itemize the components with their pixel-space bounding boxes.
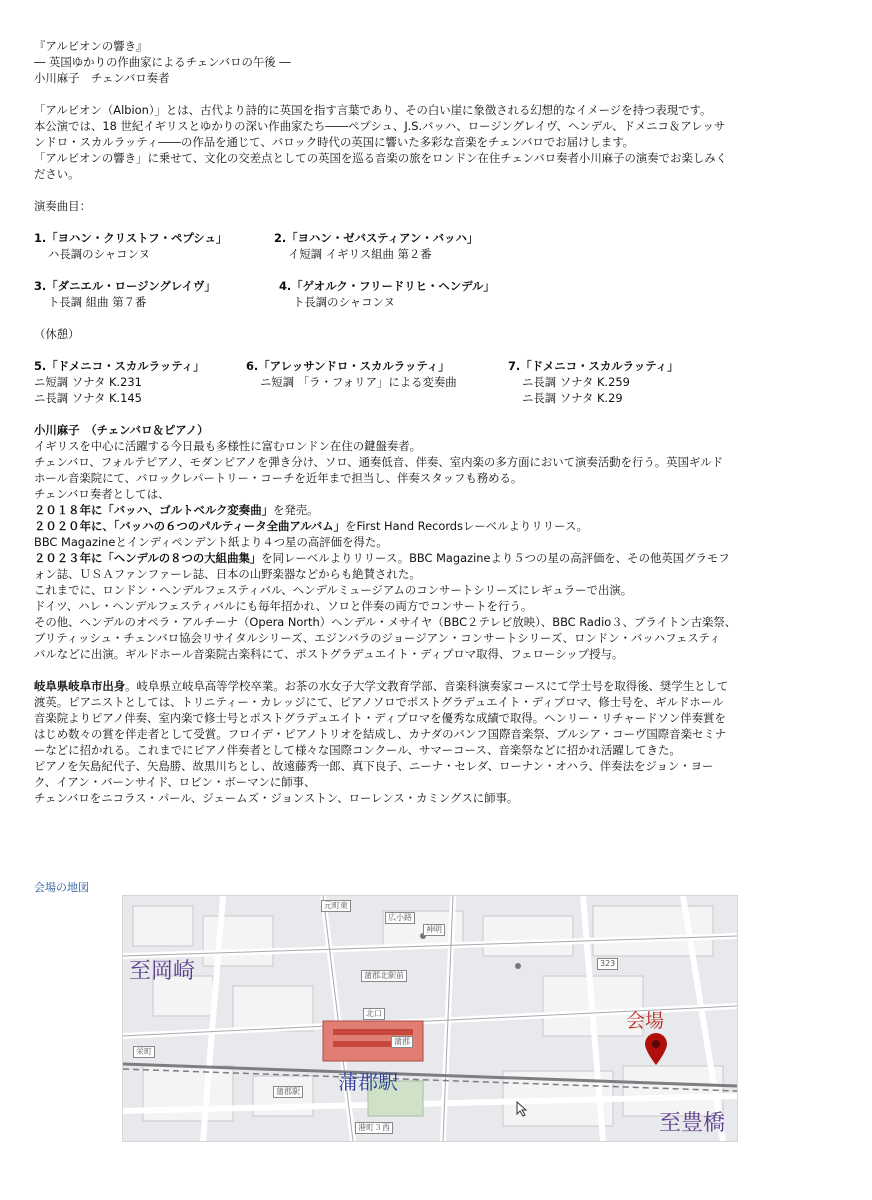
composer-name: 5.「ドメニコ・スカルラッティ」 (34, 359, 205, 373)
bio-line: チェンバロ奏者としては、 (34, 487, 170, 501)
intro-line: 「アルビオンの響き」に乗せて、文化の交差点としての英国を巡る音楽の旅をロンドン在住チェンバロ奏者小川麻子の演奏でお楽しみく (34, 151, 728, 165)
program-item (246, 358, 508, 406)
release-note: を同レーベルよりリリース。BBC Magazineより５つの星の高評価を、その他英国グラモフ (261, 551, 730, 565)
program-heading: 演奏曲目： (34, 199, 91, 213)
work-title: ニ長調 ソナタ K.29 (522, 391, 623, 405)
bio-line: ブリティッシュ・チェンバロ協会リサイタルシリーズ、エジンバラのジョージアン・コンサートシリーズ、ロンドン・バッハフェスティ (34, 631, 721, 645)
work-title: ニ短調 ソナタ K.231 (34, 375, 142, 389)
performer-line: 小川麻子 チェンバロ奏者 (34, 71, 170, 85)
birthplace: 岐阜県岐阜市出身 (34, 679, 126, 693)
intro-line: ンドロ・スカルラッティ――の作品を通じて、バロック時代の英国に響いた多彩な音楽をチェンバロでお届けします。 (34, 135, 635, 149)
map-place-label: 港町３西 (355, 1122, 393, 1134)
composer-name: 6.「アレッサンドロ・スカルラッティ」 (246, 359, 450, 373)
route-number-label: 323 (597, 958, 618, 970)
composer-name: 1.「ヨハン・クリストフ・ペプシュ」 (34, 231, 228, 245)
origin-section (34, 678, 844, 806)
work-title: ニ長調 ソナタ K.259 (522, 375, 630, 389)
bio-line: その他、ヘンデルのオペラ・アルチーナ（Opera North）ヘンデル・メサイヤ（BBC２テレビ放映）、BBC Radio３、ブライトン古楽祭、 (34, 615, 737, 629)
work-title: イ短調 イギリス組曲 第２番 (288, 247, 432, 261)
work-title: ニ短調 「ラ・フォリア」による変奏曲 (260, 375, 457, 389)
work-title: ト長調 組曲 第７番 (48, 295, 147, 309)
origin-line: 渡英。ピアニストとしては、トリニティー・カレッジにて、ピアノソロでポストグラデュエイト・ディプロマ、修士号を、ギルドホール (34, 695, 724, 709)
origin-line: ーなどに招かれる。これまでにピアノ伴奏者として様々な国際コンクール、サマーコース、音楽祭などに招かれ活躍してきた。 (34, 743, 681, 757)
intro-line: ださい。 (34, 167, 80, 181)
event-title: 『アルビオンの響き』 (34, 39, 148, 53)
program-item (274, 230, 478, 262)
bio-line: これまでに、ロンドン・ヘンデルフェスティバル、ヘンデルミュージアムのコンサートシリーズにレギュラーで出演。 (34, 583, 633, 597)
program-item (34, 358, 246, 406)
map-place-label: 北口 (363, 1008, 385, 1020)
release-note: をFirst Hand Recordsレーベルよりリリース。 (345, 519, 589, 533)
release-2018 (34, 502, 844, 518)
bio-section (34, 422, 844, 662)
origin-line: ピアノを矢島紀代子、矢島勝、故黒川ちとし、故遠藤秀一郎、真下良子、ニーナ・セレダ、ローナン・オハラ、伴奏法をジョン・ヨー (34, 759, 714, 773)
bio-line: ドイツ、ハレ・ヘンデルフェスティバルにも毎年招かれ、ソロと伴奏の両方でコンサートを行う。 (34, 599, 533, 613)
destination-toyohashi: 至豊橋 (659, 1111, 726, 1136)
program-item (279, 278, 495, 310)
release-title: ２０２３年に「ヘンデルの８つの大組曲集」 (34, 551, 262, 565)
origin-line: チェンバロをニコラス・パール、ジェームズ・ジョンストン、ローレンス・カミングスに師事。 (34, 791, 519, 805)
origin-text: 。岐阜県立岐阜高等学校卒業。お茶の水女子大学文教育学部、音楽科演奏家コースにて学士号を取得後、奨学生として (125, 679, 729, 693)
composer-name: 2.「ヨハン・ゼバスティアン・バッハ」 (274, 231, 479, 245)
bio-line: チェンバロ、フォルテピアノ、モダンピアノを弾き分け、ソロ、通奏低音、伴奏、室内楽の多方面において演奏活動を行う。英国ギルド (34, 455, 724, 469)
program-group-3 (34, 358, 844, 406)
origin-line: 音楽院よりピアノ伴奏、室内楽で修士号とポストグラデュエイト・ディプロマを優秀な成績で取得。ヘンリー・リチャードソン伴奏賞を (34, 711, 726, 725)
release-note: を発売。 (272, 503, 319, 517)
release-2020 (34, 518, 844, 534)
map-heading: 会場の地図 (34, 881, 89, 894)
program-item (508, 358, 678, 406)
program-item (34, 230, 274, 262)
bio-line: BBC Magazineとインディペンデント紙より４つ星の高評価を得た。 (34, 535, 388, 549)
map-place-label: 広小路 (385, 912, 415, 924)
intro-line: 本公演では、18 世紀イギリスとゆかりの深い作曲家たち――ペプシュ、J.S.バッハ、ロージングレイヴ、ヘンデル、ドメニコ＆アレッサ (34, 119, 726, 133)
bio-line: バルなどに出演。ギルドホール音楽院古楽科にて、ポストグラデュエイト・ディプロマ取得、フェローシップ授与。 (34, 647, 624, 661)
map-place-label: 元町東 (321, 900, 351, 912)
bio-line: イギリスを中心に活躍する今日最も多様性に富むロンドン在住の鍵盤奏者。 (34, 439, 422, 453)
origin-line: はじめ数々の賞を伴走者として受賞。フロイデ・ピアノトリオを結成し、カナダのバンフ国際音楽祭、ブルシア・コーヴ国際音楽セミナ (34, 727, 727, 741)
map-place-label: 蒲郡駅 (273, 1086, 303, 1098)
station-label: 蒲郡駅 (338, 1070, 398, 1094)
document-body (34, 38, 844, 806)
map-place-label: 神明 (423, 924, 445, 936)
venue-map[interactable] (122, 895, 738, 1142)
origin-line (34, 678, 844, 694)
release-2023 (34, 550, 844, 566)
bio-line: ォン誌、ＵＳＡファンファーレ誌、日本の山野楽器などからも絶賛された。 (34, 567, 421, 581)
program-group-2 (34, 278, 844, 310)
work-title: ニ長調 ソナタ K.145 (34, 391, 142, 405)
composer-name: 7.「ドメニコ・スカルラッティ」 (508, 359, 679, 373)
destination-okazaki: 至岡崎 (129, 959, 196, 984)
venue-label: 会場 (626, 1010, 665, 1032)
map-place-label: 栄町 (133, 1046, 155, 1058)
composer-name: 3.「ダニエル・ロージングレイヴ」 (34, 279, 216, 293)
release-title: ２０２０年に、「バッハの６つのパルティータ全曲アルバム」 (34, 519, 346, 533)
bio-heading: 小川麻子 （チェンバロ＆ピアノ） (34, 423, 209, 437)
composer-name: 4.「ゲオルク・フリードリヒ・ヘンデル」 (279, 279, 495, 293)
intro-paragraph (34, 102, 844, 182)
work-title: ト長調のシャコンヌ (293, 295, 395, 309)
origin-line: ク、イアン・バーンサイド、ロビン・ボーマンに師事、 (34, 775, 316, 789)
program-item (34, 278, 279, 310)
event-subtitle: ― 英国ゆかりの作曲家によるチェンバロの午後 ― (34, 55, 291, 69)
intro-line: 「アルビオン（Albion）」とは、古代より詩的に英国を指す言葉であり、その白い崖に象徴される幻想的なイメージを持つ表現です。 (34, 103, 712, 117)
map-place-label: 蒲郡北駅前 (361, 970, 407, 982)
bio-line: ホール音楽院にて、バロックレパートリー・コーチを近年まで担当し、伴奏スタッフも務める。 (34, 471, 523, 485)
work-title: ハ長調のシャコンヌ (48, 247, 150, 261)
program-group-1 (34, 230, 844, 262)
map-place-label: 蒲郡 (391, 1036, 413, 1048)
intermission: （休憩） (34, 327, 80, 341)
release-title: ２０１８年に「バッハ、ゴルトベルク変奏曲」 (34, 503, 273, 517)
